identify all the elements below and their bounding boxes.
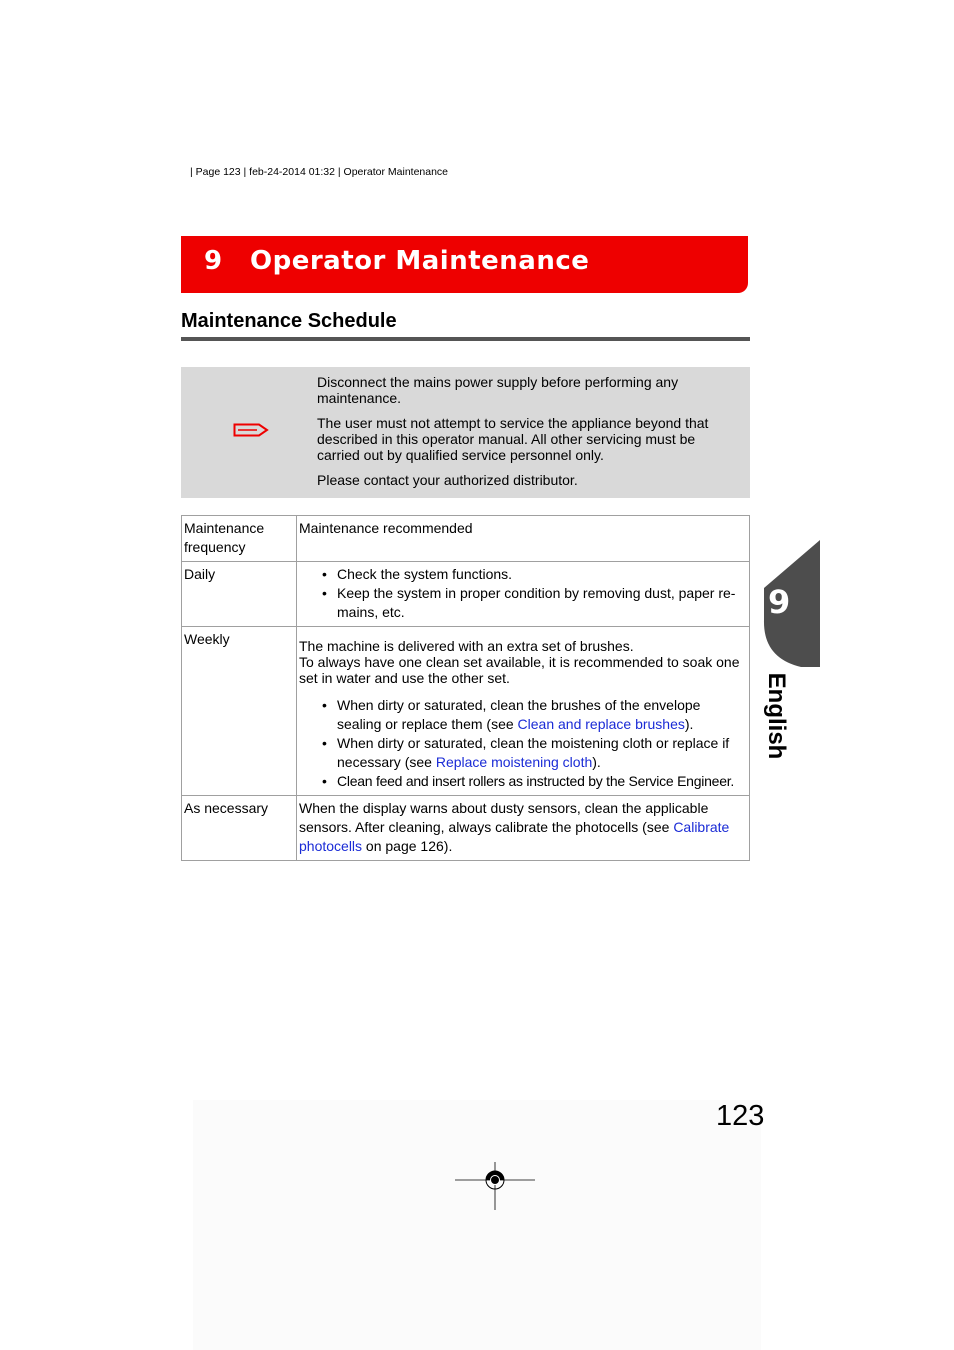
language-label: English [763, 672, 790, 760]
chapter-number: 9 [204, 246, 223, 276]
clean-replace-brushes-link[interactable]: Clean and replace brushes [517, 716, 685, 732]
table-header-row [182, 516, 750, 562]
maintenance-schedule-table [181, 515, 750, 861]
list-item: • Keep the system in proper condition by removing dust, paper re-mains, etc. [299, 584, 746, 622]
table-row-weekly [182, 627, 750, 796]
registration-mark-icon [455, 1160, 535, 1212]
note-box [181, 367, 750, 498]
weekly-intro [299, 638, 746, 686]
section-divider [181, 337, 750, 341]
table-row-as-necessary [182, 796, 750, 861]
cell-text: on page 126). [362, 838, 453, 854]
bullet-text: When dirty or saturated, clean the moistening cloth or replace if necessary (see [337, 735, 730, 770]
replace-moistening-cloth-link[interactable]: Replace moistening cloth [435, 754, 593, 770]
bullet-text: ). [592, 754, 601, 770]
chapter-banner [181, 236, 748, 293]
list-item [299, 734, 746, 772]
list-item: • Clean feed and insert rollers as instructed by the Service Engineer. [299, 772, 746, 791]
recommendation-as-necessary [297, 796, 750, 861]
header-frequency: Maintenance frequency [182, 516, 297, 562]
weekly-intro-line: The machine is delivered with an extra set of brushes. [299, 638, 634, 654]
daily-bullet-list [299, 565, 746, 622]
frequency-daily: Daily [182, 562, 297, 627]
frequency-weekly: Weekly [182, 627, 297, 796]
weekly-intro-line: To always have one clean set available, it is recommended to soak one set in water and use the other set. [299, 654, 740, 686]
weekly-bullet-list [299, 696, 746, 791]
note-text [317, 374, 741, 497]
recommendation-daily [297, 562, 750, 627]
list-item [299, 696, 746, 734]
note-paragraph: Please contact your authorized distributor. [317, 472, 578, 488]
page-background [193, 1100, 761, 1350]
page-number: 123 [716, 1100, 765, 1132]
calibrate-photocells-link[interactable]: Calibrate photocells [299, 819, 730, 854]
note-paragraph: Disconnect the mains power supply before performing any maintenance. [317, 374, 679, 406]
list-item: • Check the system functions. [299, 565, 746, 584]
bullet-text: ). [684, 716, 694, 732]
chapter-tab-number: 9 [768, 583, 791, 621]
frequency-as-necessary: As necessary [182, 796, 297, 861]
pencil-note-icon [233, 422, 269, 443]
note-paragraph: The user must not attempt to service the appliance beyond that described in this operator manual. All other servicing must be carried out by qualified service personnel only. [317, 415, 709, 463]
chapter-title: Operator Maintenance [250, 246, 590, 276]
cell-text: When the display warns about dusty sensors, clean the applicable sensors. After cleaning, always calibrate the photocells (see [299, 800, 709, 835]
table-row-daily [182, 562, 750, 627]
bullet-text: When dirty or saturated, clean the brushes of the envelope sealing or replace them (see [337, 697, 701, 732]
running-header: | Page 123 | feb-24-2014 01:32 | Operator Maintenance [190, 166, 449, 178]
section-title: Maintenance Schedule [181, 310, 397, 332]
header-recommended: Maintenance recommended [297, 516, 750, 562]
recommendation-weekly [297, 627, 750, 796]
